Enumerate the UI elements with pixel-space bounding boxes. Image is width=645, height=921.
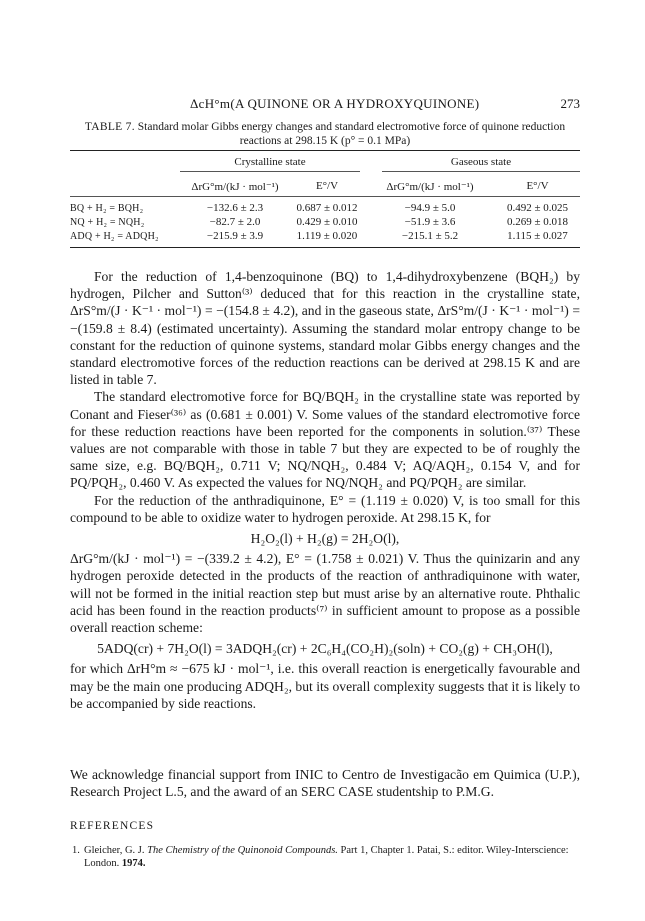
equation-overall: 5ADQ(cr) + 7H₂O(l) = 3ADQH₂(cr) + 2C₆H₄(CO₂H)₂(soln) + CO₂(g) + CH₃OH(l), [97, 641, 553, 657]
page-number: 273 [560, 96, 580, 111]
table-cell: 0.429 ± 0.010 [296, 216, 358, 228]
paragraph-emf: The standard electromotive force for BQ/BQH₂ in the crystalline state was reported by Conant and Fieser⁽³⁶⁾ as (0.681 ± 0.001) V. Some values of the standard electromotive force for these reduction reactions have been reported for the components in solution.⁽³⁷⁾ These values are not comparable with those in table 7 but they are expected to be of roughly the same size, e.g. BQ/BQH₂, 0.711 V; NQ/NQH₂, 0.484 V; AQ/AQH₂, 0.154 V, and for PQ/PQH₂, 0.460 V. As expected the values for NQ/NQH₂ and PQ/PQH₂ are similar. [70, 389, 580, 491]
acknowledgement [70, 766, 580, 800]
table-top-rule [70, 150, 580, 151]
table-bottom-rule [70, 247, 580, 248]
paragraph-anthradiquinone: For the reduction of the anthradiquinone, E° = (1.119 ± 0.020) V, is too small for this compound to be able to oxidize water to hydrogen peroxide. At 298.15 K, for [70, 492, 580, 525]
group-header-gaseous: Gaseous state [450, 156, 512, 168]
table-row-reaction: BQ + H₂ = BQH₂ [70, 203, 144, 214]
column-header-gas-g: ΔrG°m/(kJ · mol⁻¹) [386, 181, 474, 193]
table-caption-text: Standard molar Gibbs energy changes and standard electromotive force of quinone reduction reactions at 298.15 K (p° = 0.1 MPa) [137, 121, 566, 147]
table-header-rule [70, 196, 580, 197]
table-cell: −82.7 ± 2.0 [209, 216, 261, 228]
running-title: ΔcH°m(A QUINONE OR A HYDROXYQUINONE) [190, 96, 480, 111]
column-header-gas-e: E°/V [526, 180, 549, 192]
table-cell: −132.6 ± 2.3 [206, 202, 264, 214]
table-cell: 0.269 ± 0.018 [506, 216, 569, 228]
table-caption [70, 120, 580, 148]
equation-peroxide: H₂O₂(l) + H₂(g) = 2H₂O(l), [250, 531, 400, 547]
paragraph-enthalpy: for which ΔrH°m ≈ −675 kJ · mol⁻¹, i.e. this overall reaction is energetically favourable and may be the main one producing ADQH₂, but its overall complexity suggests that it is likely to be accompanied by side reactions. [70, 661, 580, 711]
column-header-cryst-g: ΔrG°m/(kJ · mol⁻¹) [191, 181, 279, 193]
table-cell: −94.9 ± 5.0 [404, 202, 456, 214]
reference-authors: Gleicher, G. J. [84, 845, 145, 856]
body-text [70, 268, 580, 712]
reference-item [72, 844, 574, 870]
paragraph-gibbs: ΔrG°m/(kJ · mol⁻¹) = −(339.2 ± 4.2), E° = (1.758 ± 0.021) V. Thus the quinizarin and any hydrogen peroxide detected in the products of the reaction of anthradiquinone with water, will not be formed in the initial reaction step but must arise by an alternative route. Phthalic acid has been found in the reaction products⁽⁷⁾ in sufficient amount to propose as a possible overall reaction scheme: [70, 551, 580, 636]
crystalline-group-rule [180, 171, 360, 172]
table-label: TABLE 7. [84, 121, 135, 133]
table-cell: 1.115 ± 0.027 [507, 230, 568, 242]
table-cell: −215.1 ± 5.2 [401, 230, 459, 242]
column-header-cryst-e: E°/V [315, 180, 339, 192]
reference-number: 1. [72, 845, 80, 856]
table-cell: 1.119 ± 0.020 [296, 230, 358, 242]
table-row-reaction: ADQ + H₂ = ADQH₂ [70, 231, 159, 242]
paragraph-entropy: For the reduction of 1,4-benzoquinone (BQ) to 1,4-dihydroxybenzene (BQH₂) by hydrogen, Pilcher and Sutton⁽³⁾ deduced that for this reaction in the crystalline state, ΔrS°m/(J · K⁻¹ · mol⁻¹) = −(154.8 ± 4.2), and in the gaseous state, ΔrS°m/(J · K⁻¹ · mol⁻¹) = −(159.8 ± 8.4) (estimated uncertainty). Assuming the standard molar entropy change to be constant for the reduction of quinone systems, standard molar Gibbs energy changes and the standard electromotive forces of the reduction reactions can be derived at 298.15 K and are listed in table 7. [70, 269, 580, 388]
references-heading: REFERENCES [70, 820, 155, 832]
gaseous-group-rule [382, 171, 580, 172]
reference-details: Part 1, Chapter 1. Patai, S.: editor. Wiley-Interscience: London. [84, 845, 569, 869]
group-header-crystalline: Crystalline state [234, 156, 306, 168]
table-row-reaction: NQ + H₂ = NQH₂ [70, 217, 145, 228]
table-cell: −215.9 ± 3.9 [206, 230, 264, 242]
table-cell: 0.492 ± 0.025 [506, 202, 569, 214]
reference-year: 1974. [121, 858, 146, 869]
table-cell: 0.687 ± 0.012 [296, 202, 358, 214]
reference-title: The Chemistry of the Quinonoid Compounds. [147, 845, 338, 856]
acknowledgement-text: We acknowledge financial support from INIC to Centro de Investigacão em Quimica (U.P.), Research Project L.5, and the award of an SERC CASE studentship to P.M.G. [70, 767, 580, 800]
table-cell: −51.9 ± 3.6 [404, 216, 456, 228]
